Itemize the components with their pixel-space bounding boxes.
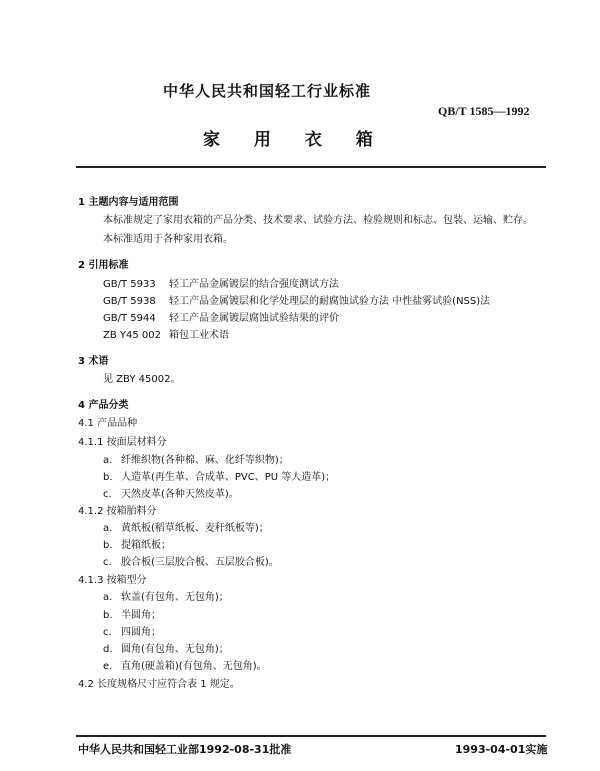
list-marker: b. xyxy=(103,610,113,621)
list-item: 直角(硬盖箱)(有包角、无包角)。 xyxy=(121,661,267,672)
subsection-4-1-3: 4.1.3 按箱型分 xyxy=(78,575,147,586)
implementation-date: 1993-04-01实施 xyxy=(455,743,548,756)
list-item: 天然皮革(各种天然皮革)。 xyxy=(121,489,239,500)
section-3-para: 见 ZBY 45002。 xyxy=(103,374,181,385)
list-item: 提箱纸板； xyxy=(121,540,171,551)
reference-title: 轻工产品金属镀层的结合强度测试方法 xyxy=(169,279,339,290)
section-3-heading: 3 术语 xyxy=(78,356,109,367)
list-marker: b. xyxy=(103,472,113,483)
reference-title: 箱包工业术语 xyxy=(169,330,229,341)
reference-code: ZB Y45 002 xyxy=(103,330,161,341)
subsection-4-1-1: 4.1.1 按面层材料分 xyxy=(78,437,167,448)
list-item: 胶合板(三层胶合板、五层胶合板)。 xyxy=(121,557,279,568)
list-item: 半圆角； xyxy=(121,610,161,621)
list-marker: a. xyxy=(103,592,113,603)
list-item: 纤维织物(各种棉、麻、化纤等织物)； xyxy=(121,455,289,466)
list-item: 人造革(再生革、合成革、PVC、PU 等人造革)； xyxy=(121,472,336,483)
standard-number: QB/T 1585—1992 xyxy=(438,104,530,118)
list-marker: c. xyxy=(103,489,112,500)
approval-line: 中华人民共和国轻工业部1992-08-31批准 xyxy=(78,743,292,756)
subsection-4-1-2: 4.1.2 按箱胎料分 xyxy=(78,506,157,517)
list-marker: e. xyxy=(103,661,113,672)
list-marker: a. xyxy=(103,455,113,466)
section-1-para-1: 本标准规定了家用衣箱的产品分类、技术要求、试验方法、检验规则和标志、包装、运输、贮存。 xyxy=(103,215,533,226)
reference-code: GB/T 5944 xyxy=(103,313,156,324)
reference-code: GB/T 5933 xyxy=(103,279,156,290)
list-marker: b. xyxy=(103,540,113,551)
subsection-4-2: 4.2 长度规格尺寸应符合表 1 规定。 xyxy=(78,679,240,690)
reference-code: GB/T 5938 xyxy=(103,296,156,307)
list-marker: c. xyxy=(103,557,112,568)
list-item: 圆角(有包角、无包角)； xyxy=(121,644,229,655)
list-marker: c. xyxy=(103,627,112,638)
list-item: 四圆角； xyxy=(121,627,161,638)
reference-title: 轻工产品金属镀层腐蚀试验结果的评价 xyxy=(169,313,339,324)
org-line: 中华人民共和国轻工行业标准 xyxy=(163,82,372,100)
section-4-heading: 4 产品分类 xyxy=(78,400,129,411)
section-1-para-2: 本标准适用于各种家用衣箱。 xyxy=(103,234,233,245)
reference-title: 轻工产品金属镀层和化学处理层的耐腐蚀试验方法 中性盐雾试验(NSS)法 xyxy=(169,296,491,307)
section-2-heading: 2 引用标准 xyxy=(78,260,129,271)
list-marker: d. xyxy=(103,644,113,655)
section-1-heading: 1 主题内容与适用范围 xyxy=(78,197,179,208)
document-title: 家 用 衣 箱 xyxy=(203,130,387,150)
header-rule xyxy=(76,166,546,168)
footer-rule xyxy=(76,735,546,737)
subsection-4-1: 4.1 产品品种 xyxy=(78,418,138,429)
list-item: 软盖(有包角、无包角)； xyxy=(121,592,229,603)
list-marker: a. xyxy=(103,523,113,534)
list-item: 黄纸板(稻草纸板、麦秆纸板等)； xyxy=(121,523,269,534)
